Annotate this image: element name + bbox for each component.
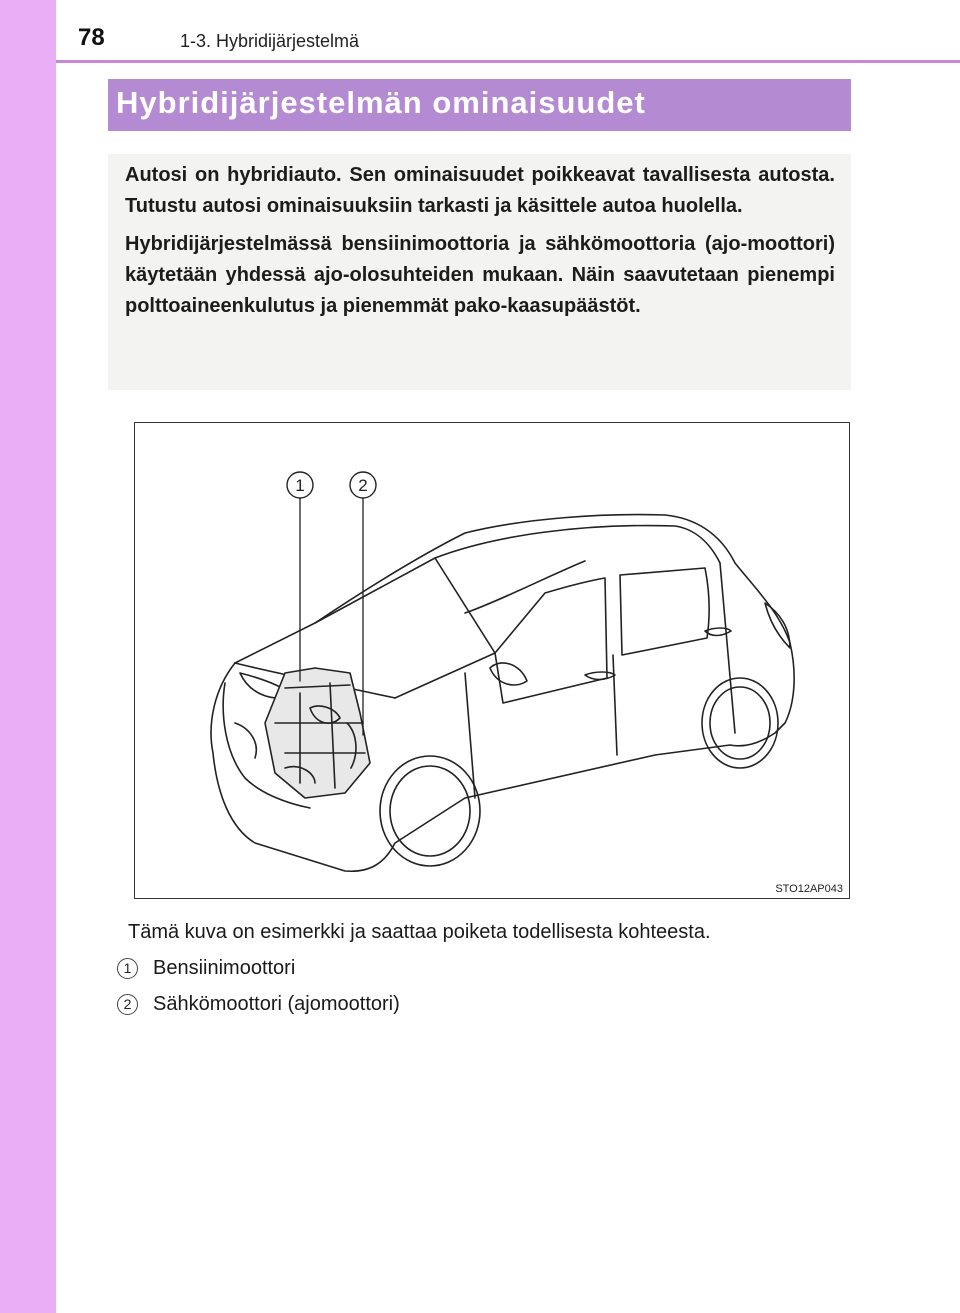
car-illustration-figure	[134, 422, 850, 899]
legend-item-1	[117, 954, 295, 982]
callout-1-label: 1	[295, 476, 305, 495]
callout-2-label: 2	[358, 476, 368, 495]
page-number: 78	[78, 24, 105, 51]
section-title: Hybridijärjestelmän ominaisuudet	[116, 85, 646, 120]
legend-number-badge: 1	[117, 958, 138, 979]
figure-caption: Tämä kuva on esimerkki ja saattaa poiketa todellisesta kohteesta.	[128, 921, 711, 943]
figure-code: STO12AP043	[775, 883, 843, 895]
intro-box	[108, 154, 851, 390]
legend-number-badge: 2	[117, 994, 138, 1015]
car-illustration	[135, 423, 849, 898]
legend-label: Bensiinimoottori	[153, 956, 296, 979]
intro-paragraph-2: Hybridijärjestelmässä bensiinimoottoria ja sähkömoottoria (ajo-moottori) käytetään yhdessä ajo-olosuhteiden mukaan. Näin saavutetaan pienempi polttoaineenkulutus ja pienemmät pako-kaasupäästöt.	[125, 233, 835, 317]
header-divider	[56, 60, 960, 63]
side-tab-strip	[0, 0, 56, 1313]
legend-label: Sähkömoottori (ajomoottori)	[153, 992, 400, 1015]
intro-paragraph-1: Autosi on hybridiauto. Sen ominaisuudet poikkeavat tavallisesta autosta. Tutustu autosi ominaisuuksiin tarkasti ja käsittele autoa huolella.	[125, 164, 835, 217]
chapter-heading: 1-3. Hybridijärjestelmä	[180, 31, 360, 51]
legend-item-2	[117, 990, 400, 1018]
